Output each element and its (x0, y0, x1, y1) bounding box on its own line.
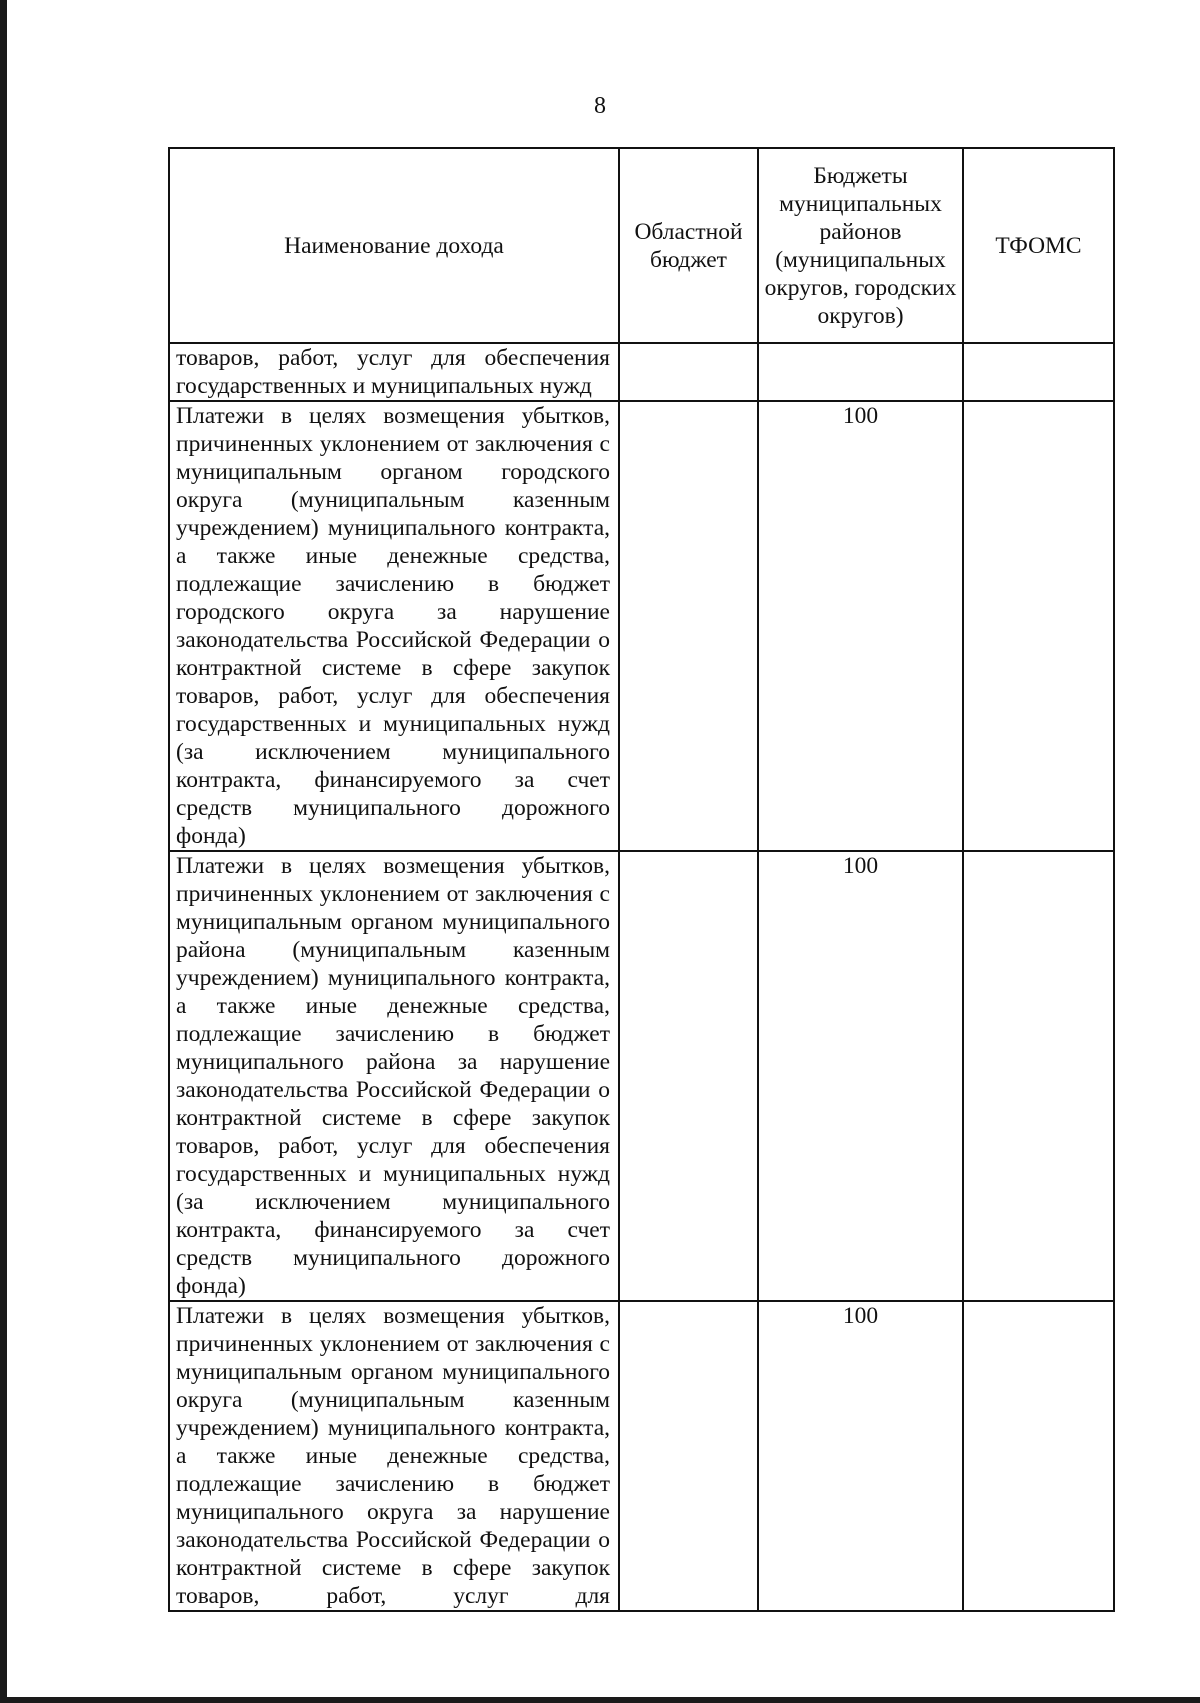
municipal-share-cell: 100 (758, 851, 963, 1301)
municipal-share-cell: 100 (758, 1301, 963, 1611)
header-regional-budget: Областной бюджет (619, 148, 758, 343)
municipal-share-cell: 100 (758, 401, 963, 851)
income-distribution-table (168, 147, 1115, 1612)
tfoms-share-cell (963, 343, 1114, 401)
table-header-row (169, 148, 1114, 343)
scan-bottom-edge (0, 1697, 1200, 1703)
income-name-cell: товаров, работ, услуг для обеспечения государственных и муниципальных нужд (169, 343, 619, 401)
table-row (169, 1301, 1114, 1611)
page-number: 8 (594, 93, 606, 119)
income-name-cell: Платежи в целях возмещения убытков, причиненных уклонением от заключения с муниципальным органом муниципального округа (муниципальным казенным учреждением) муниципального контракта, а также иные денежные средства, подлежащие зачислению в бюджет муниципального округа за нарушение законодательства Российской Федерации о контрактной системе в сфере закупок товаров, работ, услуг для (169, 1301, 619, 1611)
scan-left-edge (0, 0, 7, 1703)
municipal-share-cell (758, 343, 963, 401)
income-name-cell: Платежи в целях возмещения убытков, причиненных уклонением от заключения с муниципальным органом муниципального района (муниципальным казенным учреждением) муниципального контракта, а также иные денежные средства, подлежащие зачислению в бюджет муниципального района за нарушение законодательства Российской Федерации о контрактной системе в сфере закупок товаров, работ, услуг для обеспечения государственных и муниципальных нужд (за исключением муниципального контракта, финансируемого за счет средств муниципального дорожного фонда) (169, 851, 619, 1301)
income-name-cell: Платежи в целях возмещения убытков, причиненных уклонением от заключения с муниципальным органом городского округа (муниципальным казенным учреждением) муниципального контракта, а также иные денежные средства, подлежащие зачислению в бюджет городского округа за нарушение законодательства Российской Федерации о контрактной системе в сфере закупок товаров, работ, услуг для обеспечения государственных и муниципальных нужд (за исключением муниципального контракта, финансируемого за счет средств муниципального дорожного фонда) (169, 401, 619, 851)
header-income-name: Наименование дохода (169, 148, 619, 343)
regional-share-cell (619, 851, 758, 1301)
tfoms-share-cell (963, 1301, 1114, 1611)
tfoms-share-cell (963, 401, 1114, 851)
table-row (169, 401, 1114, 851)
regional-share-cell (619, 401, 758, 851)
header-municipal-budgets: Бюджеты муниципальных районов (муниципальных округов, городских округов) (758, 148, 963, 343)
header-tfoms: ТФОМС (963, 148, 1114, 343)
table-row (169, 851, 1114, 1301)
regional-share-cell (619, 343, 758, 401)
table-row (169, 343, 1114, 401)
regional-share-cell (619, 1301, 758, 1611)
tfoms-share-cell (963, 851, 1114, 1301)
